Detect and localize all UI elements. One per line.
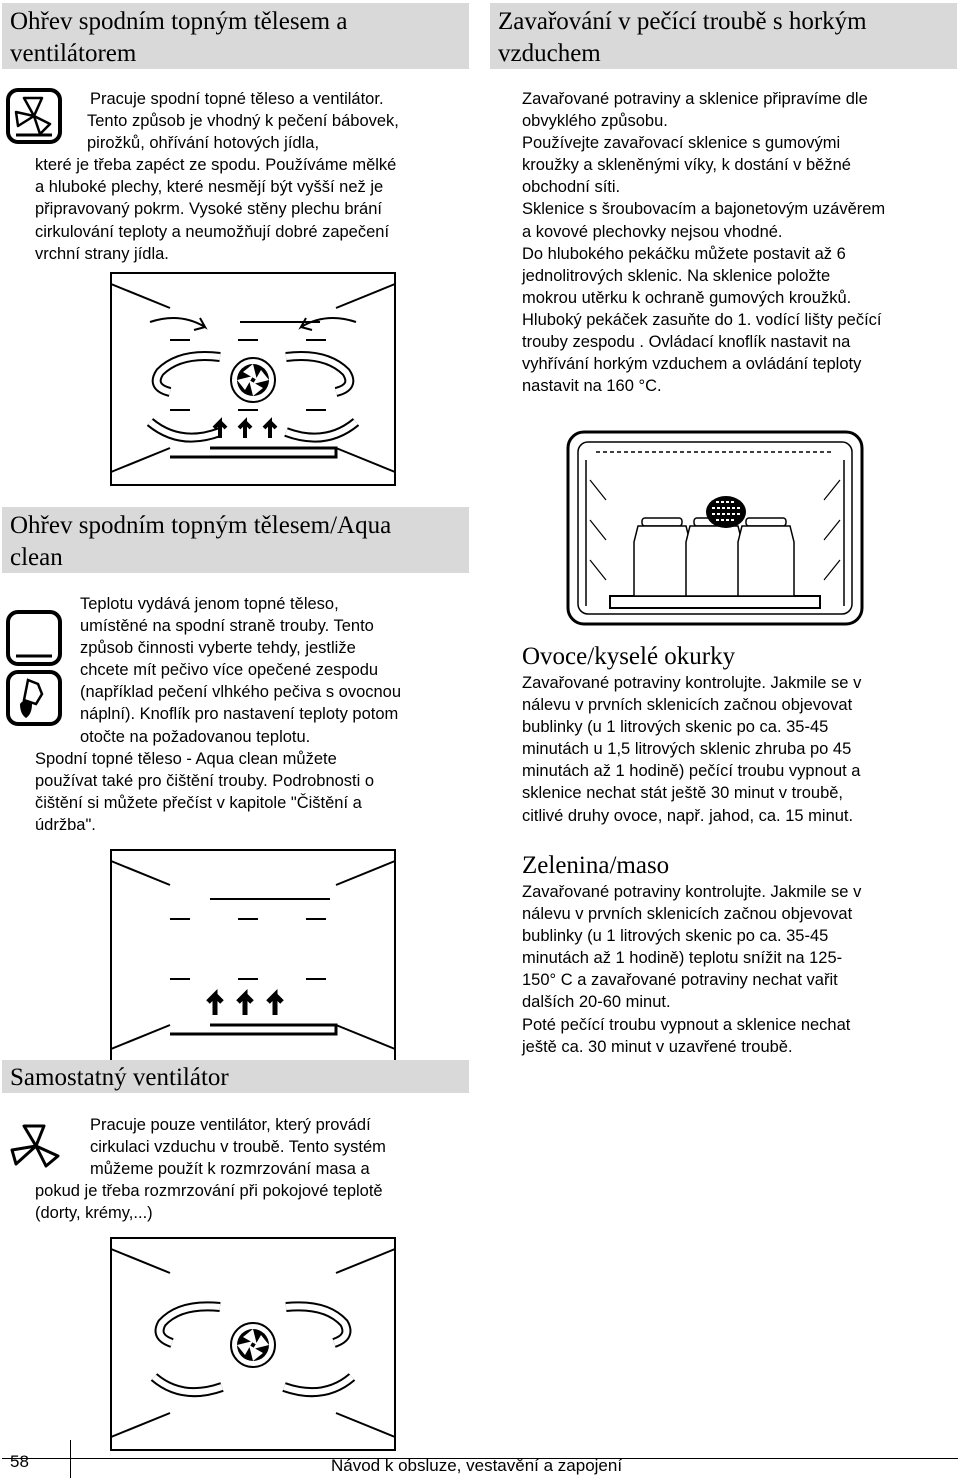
page-number: 58 [10,1452,29,1471]
footer-title: Návod k obsluze, vestavění a zapojení [331,1456,623,1475]
fan-only-text: Pracuje pouze ventilátor, který provádí cirkulaci vzduchu v troubě. Tento systém můžeme použít k rozmrzování masa a pokud je třeba rozmrzování při pokojové teplotě (dorty, krémy,...) [35,1116,386,1223]
oven-diagram-fan-bottom [110,272,396,486]
section-title-canning: Zavařování v pečící troubě s horkým vzduchem [490,3,957,69]
oven-diagram-bottom-heat [110,849,396,1063]
section-title-bottom-heat-fan: Ohřev spodním topným tělesem a ventilátorem [2,3,469,69]
bottom-heat-aqua-text: Teplotu vydává jenom topné těleso, umístěné na spodní straně trouby. Tento způsob činnosti vyberte tehdy, jestliže chcete mít pečivo více opečené zespodu (například pečení vlhkého pečiva s ovocnou náplní). Knoflík pro nastavení teploty potom otočte na požadovanou teplotu. Spodní topné těleso - Aqua clean můžete používat také pro čištění trouby. Podrobnosti o čištění si můžete přečíst v kapitole "Čištění a údržba". [35,595,402,834]
section-title-bottom-heat-aqua: Ohřev spodním topným tělesem/Aqua clean [2,507,469,573]
section-title-fan-only: Samostatný ventilátor [2,1060,469,1093]
oven-diagram-fan-only [110,1237,396,1451]
bottom-heat-fan-text: Pracuje spodní topné těleso a ventilátor. Tento způsob je vhodný k pečení bábovek, pirožků, ohřívání hotových jídla, které je třeba zapéct ze spodu. Používáme mělké a hluboké plechy, které nesmějí být vyšší než je připravovaný pokrm. Vysoké stěny plechu brání cirkulování teploty a neumožňují dobré zapečení vrchní strany jídla. [35,90,399,263]
section-title-vegetables: Zelenina/maso [522,852,670,879]
vegetables-text: Zavařované potraviny kontrolujte. Jakmile se v nálevu v prvních sklenicích začnou objevovat bublinky (u 1 litrových skenic po ca. 35-45 minutách až 1 hodině) teplotu snížit na 125- 150° C a zavařované potraviny nechat vařit dalších 20-60 minut. Poté pečící troubu vypnout a sklenice nechat ještě ca. 30 minut v uzavřené troubě. [522,883,862,1056]
section-title-fruit: Ovoce/kyselé okurky [522,643,736,670]
footer-divider [70,1440,71,1478]
canning-text: Zavařované potraviny a sklenice připravíme dle obvyklého způsobu. Používejte zavařovací sklenice s gumovými kroužky a skleněnými víky, k dostání v běžné obchodní síti. Sklenice s šroubovacím a bajonetovým uzávěrem a kovové plechovky nejsou vhodné. Do hlubokého pekáčku můžete postavit až 6 jednolitrových sklenic. Na sklenice položte mokrou utěrku k ochraně gumových kroužků. Hluboký pekáček zasuňte do 1. vodící lišty pečící trouby zespodu . Ovládací knoflík nastavit na vyhřívání horkým vzduchem a ovládání teploty nastavit na 160 °C. [522,90,886,396]
fruit-text: Zavařované potraviny kontrolujte. Jakmile se v nálevu v prvních sklenicích začnou objevovat bublinky (u 1 litrových skenic po ca. 35-45 minutách u 1,5 litrových sklenic zhruba po 45 minutách až 1 hodině) pečící troubu vypnout a sklenice nechat stát ještě 30 minut v troubě, citlivé druhy ovoce, např. jahod, ca. 15 minut. [522,674,862,825]
oven-jars-illustration [566,430,864,626]
